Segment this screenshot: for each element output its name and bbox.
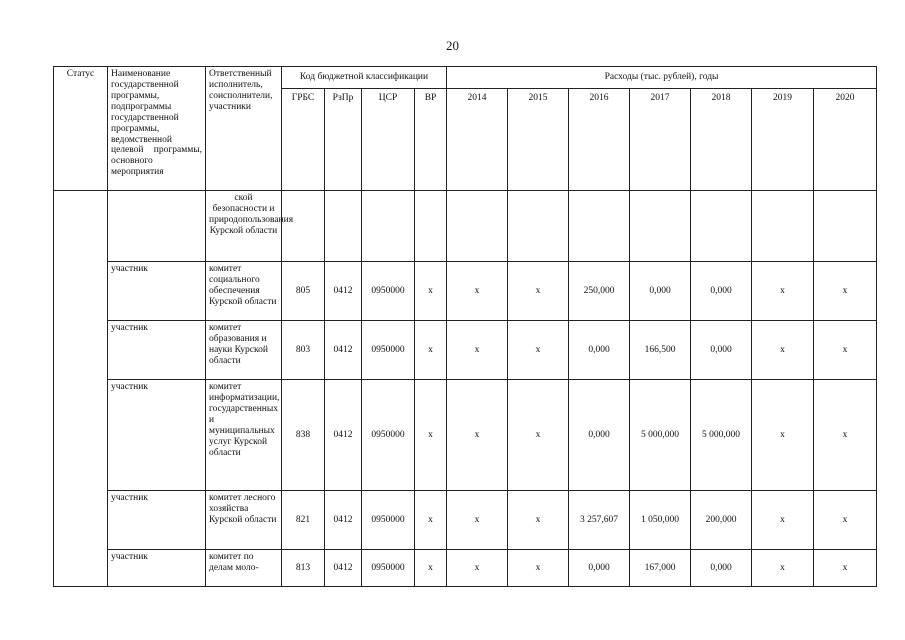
grbs-cell bbox=[282, 191, 325, 262]
header-name: Наименование государственной программы, подпрограммы государственной программы, ведомственной целевой программы, основного мероприятия bbox=[108, 67, 206, 191]
value-cell: 0,000 bbox=[569, 380, 630, 491]
responsible-cell: комитет образования и науки Курской области bbox=[206, 321, 282, 380]
name-cell: участник bbox=[108, 491, 206, 550]
table-row bbox=[54, 321, 877, 380]
header-year-2017: 2017 bbox=[630, 89, 691, 191]
header-expenses: Расходы (тыс. рублей), годы bbox=[447, 67, 877, 89]
responsible-cell: комитет по делам моло- bbox=[206, 550, 282, 587]
value-cell: х bbox=[508, 380, 569, 491]
value-cell: х bbox=[508, 550, 569, 587]
value-cell: х bbox=[508, 321, 569, 380]
page-number: 20 bbox=[446, 38, 459, 53]
value-cell: 167,000 bbox=[630, 550, 691, 587]
csr-cell: 0950000 bbox=[362, 262, 415, 321]
header-csr: ЦСР bbox=[362, 89, 415, 191]
value-cell: х bbox=[752, 491, 814, 550]
value-cell: 0,000 bbox=[691, 550, 752, 587]
rzpr-cell: 0412 bbox=[325, 380, 362, 491]
value-cell: х bbox=[752, 380, 814, 491]
value-cell: 250,000 bbox=[569, 262, 630, 321]
value-cell: 1 050,000 bbox=[630, 491, 691, 550]
csr-cell: 0950000 bbox=[362, 550, 415, 587]
budget-table bbox=[53, 66, 877, 587]
value-cell bbox=[447, 191, 508, 262]
value-cell: х bbox=[752, 262, 814, 321]
value-cell: х bbox=[752, 550, 814, 587]
value-cell: х bbox=[447, 380, 508, 491]
value-cell: 0,000 bbox=[691, 321, 752, 380]
header-responsible: Ответственный исполнитель, соисполнители, участники bbox=[206, 67, 282, 191]
value-cell: 0,000 bbox=[569, 550, 630, 587]
rzpr-cell: 0412 bbox=[325, 491, 362, 550]
table-row bbox=[54, 262, 877, 321]
value-cell: х bbox=[508, 491, 569, 550]
grbs-cell: 805 bbox=[282, 262, 325, 321]
grbs-cell: 821 bbox=[282, 491, 325, 550]
name-cell bbox=[108, 191, 206, 262]
value-cell: 200,000 bbox=[691, 491, 752, 550]
grbs-cell: 813 bbox=[282, 550, 325, 587]
value-cell: х bbox=[447, 550, 508, 587]
responsible-cell: комитет информатизации, государственных и муниципальных услуг Курской области bbox=[206, 380, 282, 491]
header-vr: ВР bbox=[415, 89, 447, 191]
csr-cell: 0950000 bbox=[362, 491, 415, 550]
csr-cell: 0950000 bbox=[362, 321, 415, 380]
name-cell: участник bbox=[108, 550, 206, 587]
name-cell: участник bbox=[108, 321, 206, 380]
header-row-1 bbox=[54, 67, 877, 89]
status-cell bbox=[54, 191, 108, 587]
rzpr-cell: 0412 bbox=[325, 321, 362, 380]
header-year-2018: 2018 bbox=[691, 89, 752, 191]
value-cell: х bbox=[447, 491, 508, 550]
header-year-2015: 2015 bbox=[508, 89, 569, 191]
csr-cell bbox=[362, 191, 415, 262]
header-year-2016: 2016 bbox=[569, 89, 630, 191]
value-cell: х bbox=[814, 262, 877, 321]
value-cell: 0,000 bbox=[691, 262, 752, 321]
value-cell: 5 000,000 bbox=[691, 380, 752, 491]
value-cell: 166,500 bbox=[630, 321, 691, 380]
value-cell: х bbox=[447, 321, 508, 380]
responsible-cell: ской безопасности и природопользования Курской области bbox=[206, 191, 282, 262]
value-cell: х bbox=[814, 491, 877, 550]
header-year-2020: 2020 bbox=[814, 89, 877, 191]
value-cell: 3 257,607 bbox=[569, 491, 630, 550]
table-row bbox=[54, 550, 877, 587]
header-year-2014: 2014 bbox=[447, 89, 508, 191]
table-row bbox=[54, 380, 877, 491]
responsible-cell: комитет социального обеспечения Курской области bbox=[206, 262, 282, 321]
table-row bbox=[54, 491, 877, 550]
vr-cell: х bbox=[415, 321, 447, 380]
value-cell bbox=[569, 191, 630, 262]
header-grbs: ГРБС bbox=[282, 89, 325, 191]
value-cell: х bbox=[752, 321, 814, 380]
value-cell: 0,000 bbox=[569, 321, 630, 380]
value-cell: 0,000 bbox=[630, 262, 691, 321]
value-cell bbox=[814, 191, 877, 262]
value-cell: х bbox=[814, 321, 877, 380]
value-cell bbox=[691, 191, 752, 262]
rzpr-cell: 0412 bbox=[325, 262, 362, 321]
header-budget-code: Код бюджетной классификации bbox=[282, 67, 447, 89]
name-cell: участник bbox=[108, 262, 206, 321]
value-cell bbox=[508, 191, 569, 262]
vr-cell: х bbox=[415, 380, 447, 491]
header-year-2019: 2019 bbox=[752, 89, 814, 191]
responsible-cell: комитет лесного хозяйства Курской области bbox=[206, 491, 282, 550]
table-row bbox=[54, 191, 877, 262]
vr-cell: х bbox=[415, 262, 447, 321]
csr-cell: 0950000 bbox=[362, 380, 415, 491]
grbs-cell: 803 bbox=[282, 321, 325, 380]
header-rzpr: РзПр bbox=[325, 89, 362, 191]
vr-cell: х bbox=[415, 550, 447, 587]
vr-cell bbox=[415, 191, 447, 262]
rzpr-cell bbox=[325, 191, 362, 262]
name-cell: участник bbox=[108, 380, 206, 491]
grbs-cell: 838 bbox=[282, 380, 325, 491]
value-cell bbox=[630, 191, 691, 262]
header-status: Статус bbox=[54, 67, 108, 191]
vr-cell: х bbox=[415, 491, 447, 550]
rzpr-cell: 0412 bbox=[325, 550, 362, 587]
value-cell: х bbox=[814, 380, 877, 491]
value-cell: х bbox=[447, 262, 508, 321]
value-cell: х bbox=[814, 550, 877, 587]
value-cell: х bbox=[508, 262, 569, 321]
value-cell: 5 000,000 bbox=[630, 380, 691, 491]
value-cell bbox=[752, 191, 814, 262]
